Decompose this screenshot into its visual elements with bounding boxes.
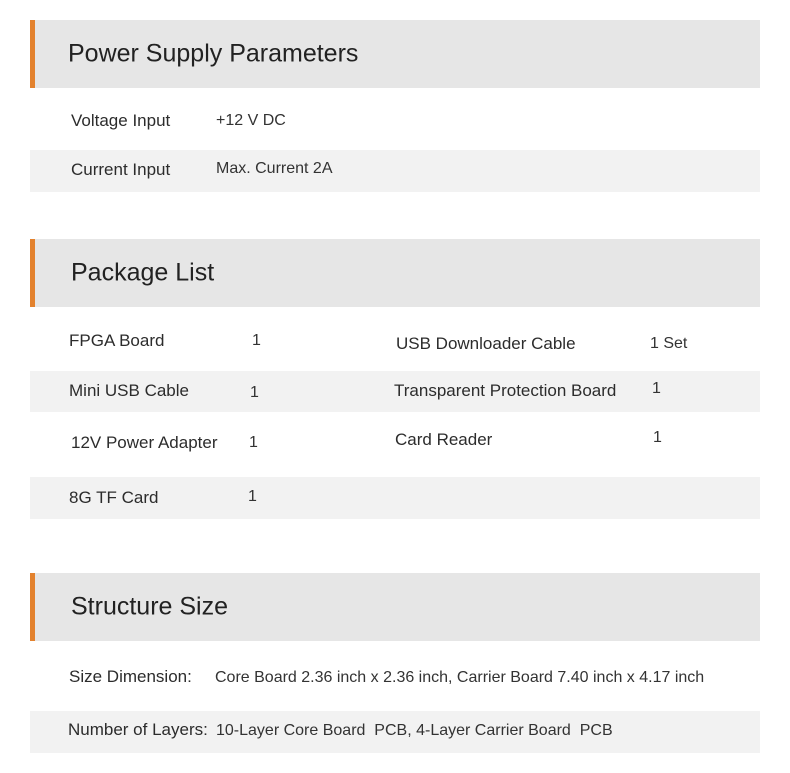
package-item-qty: 1 [252,332,261,349]
size-dimension-value: Core Board 2.36 inch x 2.36 inch, Carrier Board 7.40 inch x 4.17 inch [215,669,705,686]
package-item-qty: 1 Set [650,335,688,352]
package-item-name: FPGA Board [69,331,165,350]
voltage-input-label: Voltage Input [71,111,171,130]
package-list-header [30,239,760,307]
voltage-input-value: +12 V DC [216,112,286,129]
power-supply-header [30,20,760,88]
power-supply-title: Power Supply Parameters [68,39,359,68]
package-item-qty: 1 [652,380,661,397]
package-item-qty: 1 [249,434,258,451]
structure-size-title: Structure Size [71,592,229,621]
structure-size-header [30,573,760,641]
package-item-qty: 1 [653,429,662,446]
package-item-name: Transparent Protection Board [394,381,617,400]
number-of-layers-label: Number of Layers: [68,720,208,739]
package-item-name: USB Downloader Cable [396,334,576,353]
current-input-label: Current Input [71,160,171,179]
size-dimension-label: Size Dimension: [69,667,192,686]
package-item-qty: 1 [248,488,257,505]
package-item-name: 8G TF Card [69,488,159,507]
current-input-value: Max. Current 2A [216,160,333,177]
number-of-layers-value: 10-Layer Core Board PCB, 4-Layer Carrier Board PCB [216,722,613,739]
package-item-qty: 1 [250,384,259,401]
package-list-title: Package List [71,258,215,287]
package-item-name: Mini USB Cable [69,381,189,400]
package-item-name: Card Reader [395,430,493,449]
package-item-name: 12V Power Adapter [71,433,218,452]
